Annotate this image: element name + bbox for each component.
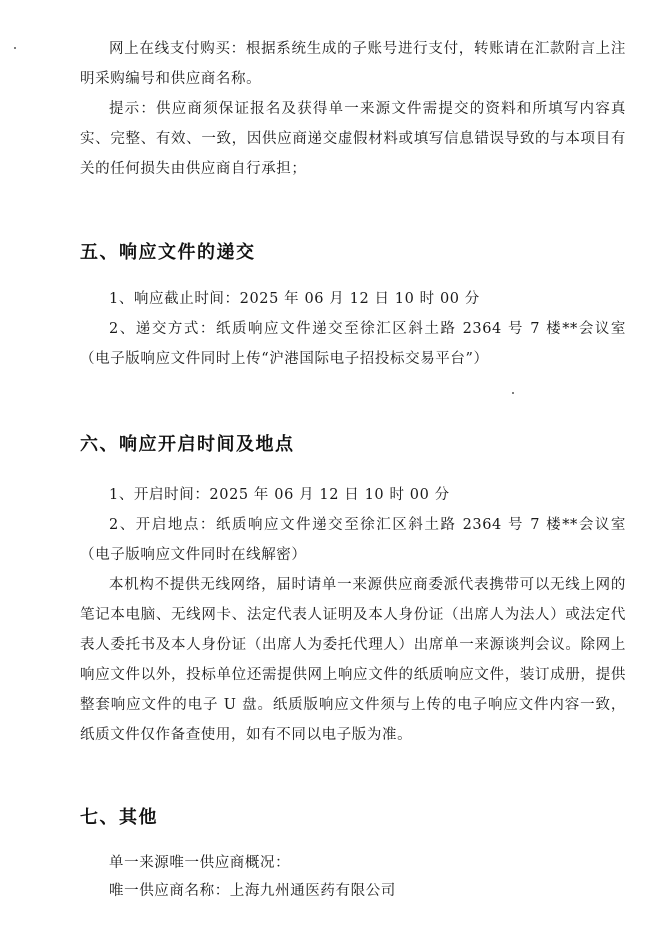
- section6-item1: 1、开启时间：2025 年 06 月 12 日 10 时 00 分: [109, 487, 450, 503]
- online-payment-paragraph: 网上在线支付购买：根据系统生成的子账号进行支付，转账请在汇款附言上注明采购编号和供应商名称。: [80, 41, 626, 87]
- notice-paragraph: 提示：供应商须保证报名及获得单一来源文件需提交的资料和所填写内容真实、完整、有效、一致，因供应商递交虚假材料或填写信息错误导致的与本项目有关的任何损失由供应商自行承担；: [80, 101, 626, 177]
- section5-item2: 2、递交方式：纸质响应文件递交至徐汇区斜土路 2364 号 7 楼**会议室（电子版响应文件同时上传“沪港国际电子招投标交易平台”）: [80, 321, 626, 367]
- section7-heading: 七、其他: [80, 807, 158, 828]
- section5-heading: 五、响应文件的递交: [80, 242, 256, 263]
- section6-heading: 六、响应开启时间及地点: [80, 434, 295, 455]
- scan-speck: [512, 392, 514, 394]
- section6-body-paragraph: 本机构不提供无线网络，届时请单一来源供应商委派代表携带可以无线上网的笔记本电脑、无线网卡、法定代表人证明及本人身份证（出席人为法人）或法定代表人委托书及本人身份证（出席人为委托代理人）出席单一来源谈判会议。除网上响应文件以外，投标单位还需提供网上响应文件的纸质响应文件，装订成册，提供整套响应文件的电子 U 盘。纸质版响应文件须与上传的电子响应文件内容一致，纸质文件仅作备查使用，如有不同以电子版为准。: [80, 577, 626, 743]
- section5-item1: 1、响应截止时间：2025 年 06 月 12 日 10 时 00 分: [109, 291, 480, 307]
- section7-line1: 单一来源唯一供应商概况：: [109, 855, 291, 871]
- scan-speck: [14, 47, 16, 49]
- section7-line2: 唯一供应商名称：上海九州通医药有限公司: [109, 883, 396, 899]
- section6-item2: 2、开启地点：纸质响应文件递交至徐汇区斜土路 2364 号 7 楼**会议室（电子版响应文件同时在线解密）: [80, 517, 626, 563]
